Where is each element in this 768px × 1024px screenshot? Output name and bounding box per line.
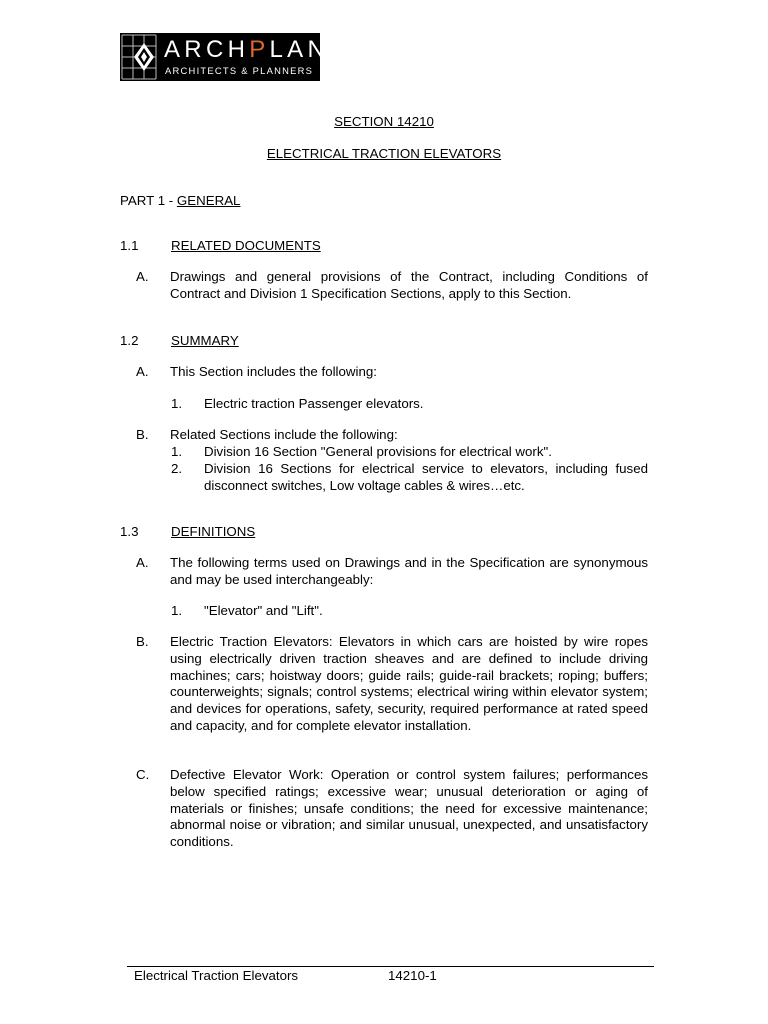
logo-tagline: ARCHITECTS & PLANNERS: [165, 65, 314, 76]
article-1-2-b-item-1-text: Division 16 Section "General provisions for electrical work".: [204, 444, 552, 459]
article-1-2-a-item-1-number: 1.: [171, 396, 183, 411]
archplan-logo: [120, 33, 330, 81]
article-1-3-a-item-1-text: "Elevator" and "Lift".: [204, 603, 323, 618]
article-1-2-a-item-1-text: Electric traction Passenger elevators.: [204, 396, 424, 411]
article-1-3-a-letter: A.: [136, 555, 149, 570]
article-1-2-heading: SUMMARY: [171, 333, 239, 348]
article-1-3-heading: DEFINITIONS: [171, 524, 256, 539]
document-title: ELECTRICAL TRACTION ELEVATORS: [266, 146, 502, 161]
article-1-2-b-item-1-number: 1.: [171, 444, 183, 459]
logo-grid-diamond-icon: [120, 33, 158, 81]
part-heading: [120, 193, 240, 210]
logo-name-arch: ARCH: [164, 36, 250, 63]
article-1-1-a-letter: A.: [136, 269, 149, 284]
footer-page-number: 14210-1: [388, 968, 437, 983]
article-1-1-heading: RELATED DOCUMENTS: [171, 238, 321, 253]
article-1-2-number: 1.2: [120, 333, 139, 348]
article-1-2-b-item-2-text: Division 16 Sections for electrical service to elevators, including fused disconnect switches, Low voltage cables & wires…etc.: [204, 461, 648, 493]
logo-name-p: P: [249, 36, 270, 63]
logo-name-lan: LAN: [269, 36, 330, 63]
article-1-3-number: 1.3: [120, 524, 139, 539]
footer-rule: [127, 966, 654, 967]
article-1-1-number: 1.1: [120, 238, 139, 253]
article-1-3-c-text: Defective Elevator Work: Operation or control system failures; performances below specified ratings; excessive wear; unusual deterioration or aging of materials or finishes; unsafe conditions; the need for excessive maintenance; abnormal noise or vibration; and similar unusual, unexpected, and unsatisfactory conditions.: [170, 767, 648, 850]
article-1-3-a-item-1-number: 1.: [171, 603, 183, 618]
footer-title: Electrical Traction Elevators: [134, 968, 299, 983]
article-1-3-b-text: Electric Traction Elevators: Elevators in which cars are hoisted by wire ropes using electrically driven traction sheaves and are defined to include driving machines; cars; hoistway doors; guide rails; guide-rail brackets; roping; buffers; counterweights; signals; control systems; electrical wiring within elevator system; and devices for operations, safety, security, required performance at rated speed and capacity, and for complete elevator installation.: [170, 634, 648, 733]
article-1-2-b-letter: B.: [136, 427, 149, 442]
article-1-3-c-letter: C.: [136, 767, 150, 782]
section-title: SECTION 14210: [334, 114, 434, 129]
article-1-1-a-text: Drawings and general provisions of the Contract, including Conditions of Contract and Division 1 Specification Sections, apply to this Section.: [170, 269, 648, 301]
article-1-3-b-letter: B.: [136, 634, 149, 649]
article-1-2-b-item-2-number: 2.: [171, 461, 183, 476]
article-1-2-a-letter: A.: [136, 364, 149, 379]
article-1-3-a-text: The following terms used on Drawings and in the Specification are synonymous and may be used interchangeably:: [170, 555, 648, 587]
article-1-2-a-text: This Section includes the following:: [170, 364, 377, 379]
part-name: GENERAL: [176, 193, 241, 208]
part-prefix: PART 1 -: [120, 193, 177, 208]
article-1-2-b-text: Related Sections include the following:: [170, 427, 398, 442]
